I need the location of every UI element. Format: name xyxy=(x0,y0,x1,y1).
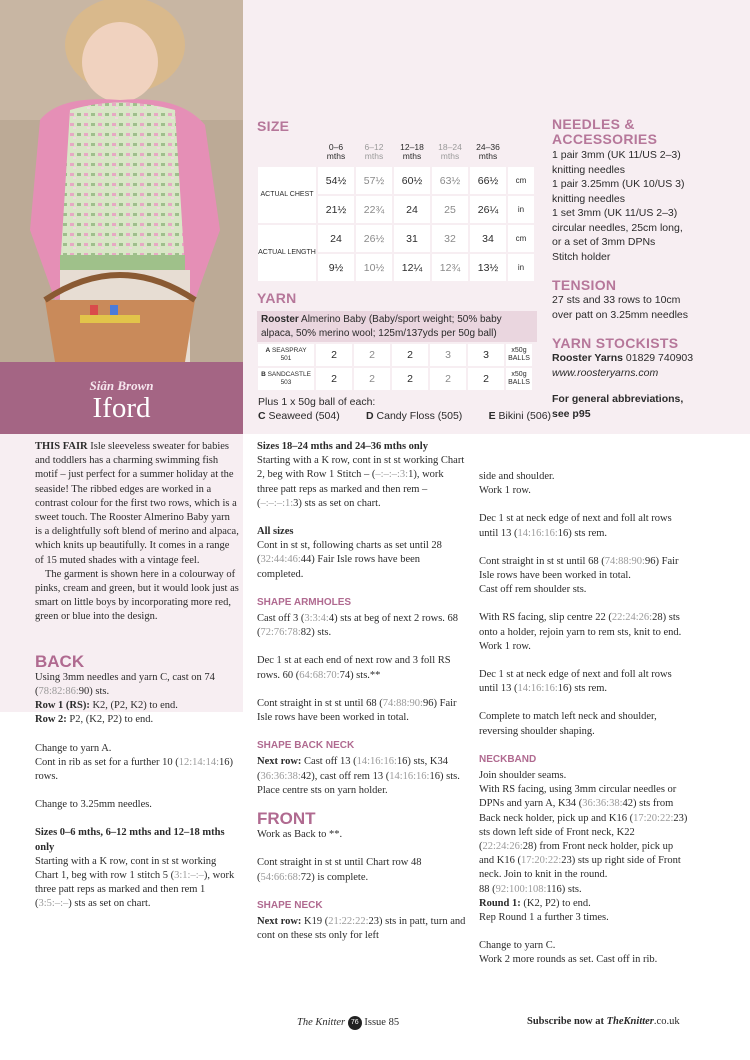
unit-cell: cm xyxy=(508,225,534,252)
table-cell: 2 xyxy=(392,368,428,390)
footer-left: The Knitter 76 Issue 85 xyxy=(297,1017,400,1028)
size-col-header: 24–36 mths xyxy=(476,142,500,161)
unit-cell: in xyxy=(508,254,534,281)
column-2: Sizes 18–24 mths and 24–36 mths only Starting with a K row, cont in st st working Chart 2, beg with Row 1 Stitch – (–:–:–:3:1), work three patt reps as marked and then rem – (–:–:–:1:3) sts as set on chart. All sizes Cont in st st, following charts as set until 28 (32:44:46:44) Fair Isle rows have been completed. SHAPE ARMHOLES Cast off 3 (3:3:4:4) sts at beg of next 2 rows. 68 (72:76:78:82) sts. Dec 1 st at each end of next row and 3 foll RS rows. 60 (64:68:70:74) sts.** Cont straight in st st until 68 (74:88:90:96) Fair Isle rows have been worked in total. SHAPE BACK NECK Next row: Cast off 13 (14:16:16:16) sts, K34 (36:36:38:42), cast off rem 13 (14:16:16:16) sts. Place centre sts on yarn holder. FRONT Work as Back to **. Cont straight in st st until Chart row 48 (54:66:68:72) is complete. SHAPE NECK Next row: K19 (21:22:22:23) sts in patt, turn and cont on these sts only for left xyxy=(257,441,466,942)
size-col-header: 18–24 mths xyxy=(438,142,462,161)
table-cell: 25 xyxy=(432,196,468,223)
back-neck-heading: SHAPE BACK NECK xyxy=(257,740,355,752)
neckband-heading: NECKBAND xyxy=(479,753,537,765)
chest-label: ACTUAL CHEST xyxy=(258,167,316,223)
yarn-label: B SANDCASTLE 503 xyxy=(258,368,314,390)
table-cell: 2 xyxy=(354,344,390,366)
table-cell: 2 xyxy=(316,368,352,390)
yarn-table xyxy=(256,342,534,392)
intro-paragraph: THIS FAIR Isle sleeveless sweater for babies and toddlers has a charming swimming fish motif – just perfect for a summer holiday at the seaside! The ribbed edges are worked in a contrast colour for the first two rows, which is a sweet touch. The Rooster Almerino Baby yarn is a delightfully soft blend of merino and alpaca, which knits up beautifully. It comes in a range of 15 muted shades with a vintage feel. xyxy=(35,441,239,566)
neck-heading: SHAPE NECK xyxy=(257,899,323,911)
stockists-section: YARN STOCKISTS Rooster Yarns 01829 740903 www.roosteryarns.com For general abbreviations, see p95 xyxy=(552,335,742,421)
yarn-label: A SEASPRAY 501 xyxy=(258,344,314,366)
size-table xyxy=(256,137,536,283)
table-cell: 2 xyxy=(468,368,504,390)
yarn-description: Rooster Almerino Baby (Baby/sport weight; 50% baby alpaca, 50% merino wool; 125m/137yds per 50g ball) xyxy=(257,311,537,342)
table-cell: 34 xyxy=(470,225,506,252)
stockists-heading: YARN STOCKISTS xyxy=(552,335,679,351)
table-cell: 3 xyxy=(468,344,504,366)
extra-yarns: Plus 1 x 50g ball of each: C Seaweed (504) D Candy Floss (505) E Bikini (506) xyxy=(258,396,552,422)
unit-cell: in xyxy=(508,196,534,223)
table-cell: 60½ xyxy=(394,167,430,194)
armholes-heading: SHAPE ARMHOLES xyxy=(257,596,352,608)
back-heading: BACK xyxy=(35,651,85,671)
tension-section: TENSION 27 sts and 33 rows to 10cm over patt on 3.25mm needles xyxy=(552,277,742,322)
table-cell: 54½ xyxy=(318,167,354,194)
yarn-heading: YARN xyxy=(257,290,297,306)
needles-section: NEEDLES & ACCESSORIES 1 pair 3mm (UK 11/US 2–3) knitting needles 1 pair 3.25mm (UK 10/US 3) knitting needles 1 set 3mm (UK 11/US 2–3) circular needles, 25cm long, or a set of 3mm DPNs Stitch holder xyxy=(552,117,742,264)
table-cell: 3 xyxy=(430,344,466,366)
size-col-header: 0–6 mths xyxy=(326,142,346,161)
needles-heading: NEEDLES & ACCESSORIES xyxy=(552,116,658,147)
length-label: ACTUAL LENGTH xyxy=(258,225,316,281)
table-cell: 2 xyxy=(430,368,466,390)
table-cell: 10½ xyxy=(356,254,392,281)
table-cell: 12¼ xyxy=(394,254,430,281)
table-cell: 31 xyxy=(394,225,430,252)
table-cell: 66½ xyxy=(470,167,506,194)
footer-right: Subscribe now at TheKnitter.co.uk xyxy=(527,1016,680,1027)
table-cell: 32 xyxy=(432,225,468,252)
column-1: THIS FAIR Isle sleeveless sweater for babies and toddlers has a charming swimming fish motif – just perfect for a summer holiday at the seaside! The ribbed edges are worked in a contrast colour for the first two rows, which is a sweet touch. The Rooster Almerino Baby yarn is a delightfully soft blend of merino and alpaca, which knits up beautifully. It comes in a range of 15 muted shades with a vintage feel. The garment is shown here in a colourway of pinks, cream and green, but it would look just as smart on little boys by incorporating more red, green or blue into the design. BACK Using 3mm needles and yarn C, cast on 74 (78:82:86:90) sts. Row 1 (RS): K2, (P2, K2) to end. Row 2: P2, (K2, P2) to end. Change to yarn A. Cont in rib as set for a further 10 (12:14:14:16) rows. Change to 3.25mm needles. Sizes 0–6 mths, 6–12 mths and 12–18 mths only Starting with a K row, cont in st st working Chart 1, beg with row 1 stitch 5 (3:1:–:–), work three patt reps as marked and then rem 1 (3:5:–:–) sts as set on chart. xyxy=(35,441,239,910)
table-cell: 21½ xyxy=(318,196,354,223)
table-cell: 24 xyxy=(394,196,430,223)
table-cell: 26½ xyxy=(356,225,392,252)
table-cell: 22¾ xyxy=(356,196,392,223)
table-cell: 13½ xyxy=(470,254,506,281)
table-cell: 2 xyxy=(316,344,352,366)
intro-paragraph: The garment is shown here in a colourway of pinks, cream and green, but it would look just as smart on little boys by incorporating more red, green or blue into the design. xyxy=(35,568,239,623)
pattern-title: Iford xyxy=(92,392,151,424)
table-cell: 24 xyxy=(318,225,354,252)
table-cell: 9½ xyxy=(318,254,354,281)
size-col-header: 6–12 mths xyxy=(364,142,384,161)
table-cell: 26¼ xyxy=(470,196,506,223)
column-3: side and shoulder. Work 1 row. Dec 1 st at neck edge of next and foll alt rows until 13 (14:16:16:16) sts rem. Cont straight in st st until 68 (74:88:90:96) Fair Isle rows have been worked in total. Cast off rem shoulder sts. With RS facing, slip centre 22 (22:24:26:28) sts onto a holder, rejoin yarn to rem sts, knit to end. Work 1 row. Dec 1 st at neck edge of next and foll alt rows until 13 (14:16:16:16) sts rem. Complete to match left neck and shoulder, reversing shoulder shaping. NECKBAND Join shoulder seams. With RS facing, using 3mm circular needles or DPNs and yarn A, K34 (36:36:38:42) sts from Back neck holder, pick up and K16 (17:20:22:23) sts down left side of Front neck, K22 (22:24:26:28) from Front neck holder, pick up and K16 (17:20:22:23) sts up right side of Front neck. Join to knit in the round. 88 (92:100:108:116) sts. Round 1: (K2, P2) to end. Rep Round 1 a further 3 times. Change to yarn C. Work 2 more rounds as set. Cast off in rib. xyxy=(479,471,688,966)
front-heading: FRONT xyxy=(257,809,316,829)
designer-name: Siân Brown xyxy=(89,378,154,393)
table-cell: 2 xyxy=(392,344,428,366)
tension-heading: TENSION xyxy=(552,277,617,293)
table-cell: 2 xyxy=(354,368,390,390)
unit-cell: x50g BALLS xyxy=(506,368,532,390)
size-heading: SIZE xyxy=(257,118,290,134)
table-cell: 12¾ xyxy=(432,254,468,281)
size-col-header: 12–18 mths xyxy=(400,142,424,161)
table-cell: 63½ xyxy=(432,167,468,194)
table-cell: 57½ xyxy=(356,167,392,194)
unit-cell: x50g BALLS xyxy=(506,344,532,366)
unit-cell: cm xyxy=(508,167,534,194)
page-number: 76 xyxy=(348,1016,362,1030)
stockist-link[interactable]: www.roosteryarns.com xyxy=(552,366,659,379)
hero-photo xyxy=(0,0,243,362)
title-band xyxy=(0,362,243,434)
